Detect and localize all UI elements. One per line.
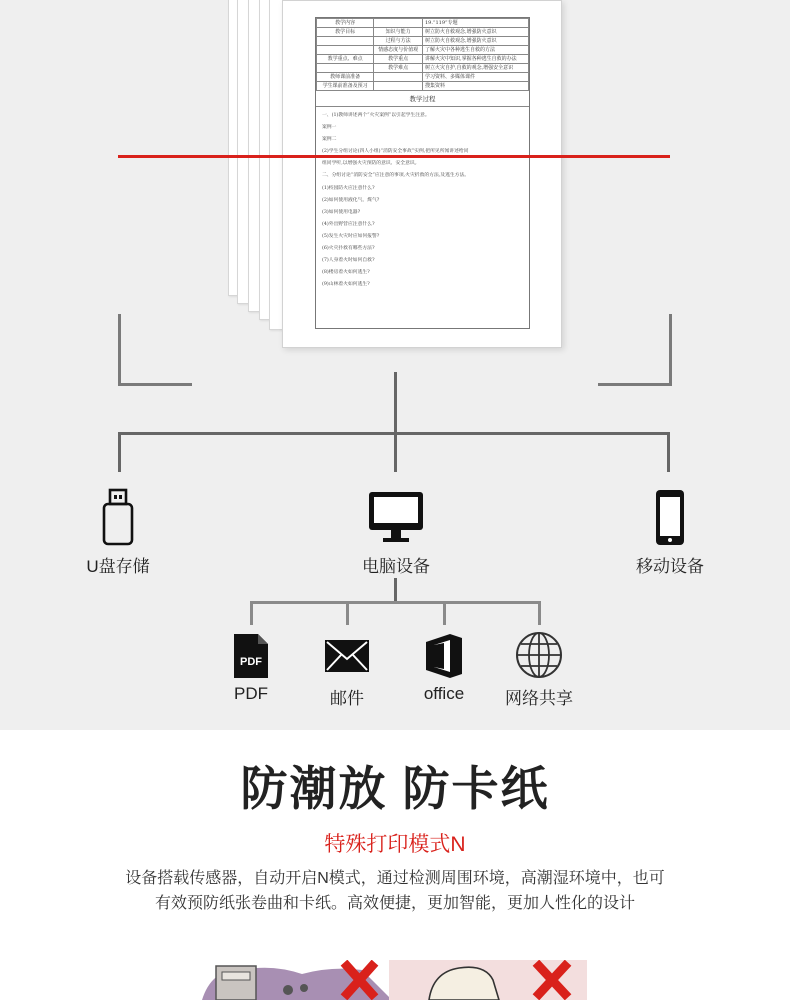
curled-paper-illustration <box>202 960 392 1000</box>
process-line: 一、(1)教师讲述两个“火灾案例”以引起学生注意。 <box>322 113 430 118</box>
app-pdf-label: PDF <box>234 684 268 703</box>
lesson-table-cell: 知识与能力 <box>374 28 423 37</box>
app-connector-office <box>443 601 446 625</box>
feature-desc-line-1: 设备搭载传感器，自动开启N模式，通过检测周围环境，高潮湿环境中，也可 <box>125 870 665 887</box>
app-connector-share <box>538 601 541 625</box>
lesson-table-cell: 搜集资料 <box>422 82 528 91</box>
lesson-table-cell <box>317 37 374 46</box>
lesson-table-cell <box>317 46 374 55</box>
office-logo-icon <box>422 632 466 680</box>
lesson-table-cell: 树立火灾自护,自救的观念,增强安全意识 <box>422 64 528 73</box>
process-line: 组同学听,以增强火灾预防的意识、安全意识。 <box>322 161 420 167</box>
smartphone-icon <box>653 488 687 548</box>
process-line: (1)校园防火应注意什么? <box>322 185 375 191</box>
process-line: (8)楼房着火如何逃生? <box>322 270 370 276</box>
app-pdf[interactable] <box>211 632 291 704</box>
scan-bracket-left <box>118 314 192 386</box>
connector-trunk <box>394 372 397 472</box>
feature-subtitle: 特殊打印模式N <box>324 833 466 856</box>
app-office[interactable] <box>404 632 484 704</box>
app-network-share[interactable] <box>489 630 589 709</box>
app-connector-pdf <box>250 601 253 625</box>
lesson-table-cell <box>374 82 423 91</box>
device-usb-label: U盘存储 <box>86 557 150 576</box>
pdf-icon-text: PDF <box>240 656 262 668</box>
process-line: 案例一 <box>322 125 337 131</box>
lesson-table-row <box>317 82 529 91</box>
process-line: (2)学生分组讨论(四人小组)“消防安全事故”实例,把所见所闻讲述给同 <box>322 149 469 155</box>
lesson-table-row <box>317 64 529 73</box>
lesson-table-cell: 教学内容 <box>317 19 374 28</box>
device-computer[interactable] <box>345 488 447 577</box>
lesson-plan-table <box>316 18 529 91</box>
app-connector-trunk <box>394 578 397 602</box>
lesson-table-cell: 教学重点、难点 <box>317 55 374 64</box>
lesson-table-cell <box>374 73 423 82</box>
lesson-table-row <box>317 73 529 82</box>
lesson-table-cell: 19.“119”专题 <box>422 19 528 28</box>
document-frame <box>315 17 530 329</box>
lesson-table-cell: 教学目标 <box>317 28 374 37</box>
lesson-table-cell: 学习资料、多媒体课件 <box>422 73 528 82</box>
lesson-table-cell: 树立防火自救观念,增强防火意识 <box>422 28 528 37</box>
scan-bracket-right <box>598 314 672 386</box>
paper-jam-image <box>389 960 587 1000</box>
process-line: (9)山林着火如何逃生? <box>322 282 370 288</box>
feature-title: 防潮放 防卡纸 <box>240 762 550 815</box>
device-usb[interactable] <box>70 488 166 577</box>
lesson-plan-document <box>282 0 562 348</box>
feature-desc-line-2: 有效预防纸张卷曲和卡纸。高效便捷，更加智能，更加人性化的设计 <box>154 895 635 912</box>
lesson-table-cell <box>317 64 374 73</box>
device-computer-label: 电脑设备 <box>362 557 430 576</box>
process-line: (7)人身着火时如何自救? <box>322 258 375 264</box>
app-network-share-label: 网络共享 <box>505 689 573 708</box>
device-mobile[interactable] <box>622 488 718 577</box>
lesson-table-row <box>317 46 529 55</box>
lesson-table-cell: 情感态度与价值观 <box>374 46 423 55</box>
lesson-table-cell <box>374 19 423 28</box>
lesson-table-cell: 教学难点 <box>374 64 423 73</box>
connector-crossbar <box>118 432 670 435</box>
process-line: 案例二 <box>322 137 337 143</box>
lesson-table-row <box>317 55 529 64</box>
lesson-table-row <box>317 28 529 37</box>
app-mail[interactable] <box>307 632 387 709</box>
app-mail-label: 邮件 <box>330 689 364 708</box>
process-line: 二、分组讨论“消防安全”应注意的事项,火灾折救的方法,及逃生方法。 <box>322 173 470 179</box>
lesson-table-cell: 教学重点 <box>374 55 423 64</box>
pdf-file-icon <box>231 632 271 680</box>
process-line: (2)如何使用液化气、煤气? <box>322 197 380 203</box>
process-heading: 教学过程 <box>316 91 529 107</box>
process-line: (3)如何使用电器? <box>322 209 361 215</box>
connector-mobile <box>667 432 670 472</box>
jammed-paper-illustration <box>389 960 587 1000</box>
envelope-icon <box>323 632 371 680</box>
app-office-label: office <box>423 684 465 703</box>
monitor-icon <box>367 488 425 546</box>
usb-drive-icon <box>100 488 136 548</box>
lesson-table-cell: 教师课前准备 <box>317 73 374 82</box>
lesson-table-cell: 学生课前准备及预习 <box>317 82 374 91</box>
device-mobile-label: 移动设备 <box>636 557 704 576</box>
lesson-table-cell: 了解火灾中各种逃生自救的方法 <box>422 46 528 55</box>
app-connector-crossbar <box>250 601 541 604</box>
lesson-table-cell: 讲解火灾中知识,掌握各种逃生自救的办法 <box>422 55 528 64</box>
lesson-table-cell: 过程与方法 <box>374 37 423 46</box>
lesson-table-cell: 树立防火自救观念,增强防火意识 <box>422 37 528 46</box>
app-connector-mail <box>346 601 349 625</box>
process-lines <box>316 107 529 294</box>
lesson-table-row <box>317 19 529 28</box>
feature-description <box>0 866 790 916</box>
process-line: (5)发生火灾时应如何报警? <box>322 233 380 239</box>
process-line: (4)外出野营应注意什么? <box>322 221 375 227</box>
globe-icon <box>514 630 564 680</box>
lesson-table-row <box>317 37 529 46</box>
scan-line <box>118 155 670 158</box>
process-line: (6)火灾扑救有哪些方法? <box>322 246 375 252</box>
connector-usb <box>118 432 121 472</box>
printer-curl-image <box>202 960 392 1000</box>
